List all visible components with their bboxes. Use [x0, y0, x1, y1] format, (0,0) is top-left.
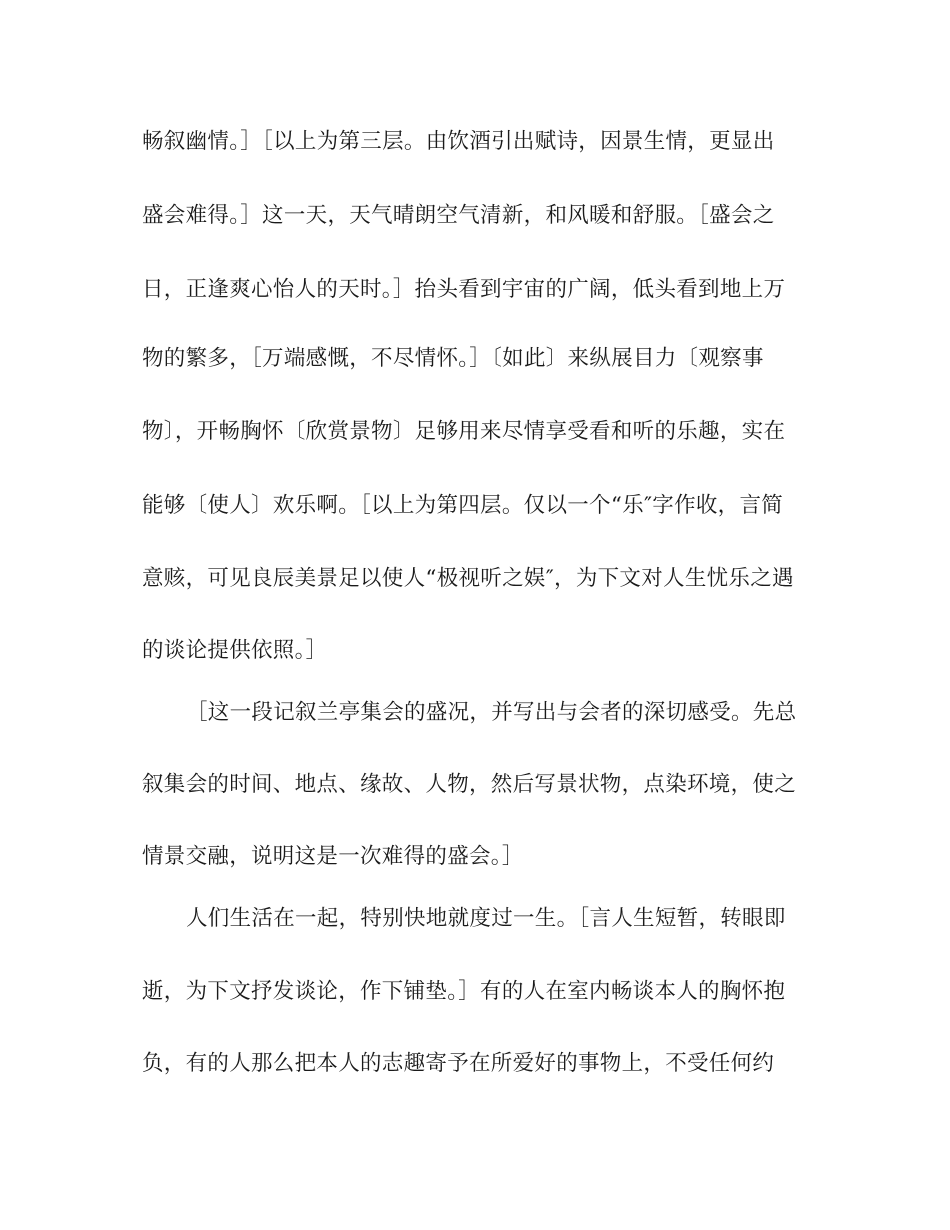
text-line-7: 意赅，可见良辰美景足以使人“极视听之娱″，为下文对人生忧乐之遇 — [142, 566, 794, 591]
text-line-2: 盛会难得。］这一天，天气晴朗空气清新，和风暖和舒服。［盛会之 — [142, 203, 775, 228]
paragraph-2-line-2: 叙集会的时间、地点、缘故、人物，然后写景状物，点染环境，使之 — [142, 772, 797, 797]
paragraph-3-line-1: 人们生活在一起，特别快地就度过一生。［言人生短暂，转眼即 — [186, 906, 786, 931]
text-line-6: 能够〔使人〕欢乐啊。［以上为第四层。仅以一个“乐″字作收，言简 — [142, 493, 784, 518]
text-line-1: 畅叙幽情。］［以上为第三层。由饮酒引出赋诗，因景生情，更显出 — [142, 129, 775, 154]
text-line-3: 日，正逢爽心怡人的天时。］抬头看到宇宙的广阔，低头看到地上万 — [142, 277, 786, 302]
text-line-5: 物〕，开畅胸怀〔欣赏景物〕足够用来尽情享受看和听的乐趣，实在 — [142, 419, 786, 444]
text-line-8: 的谈论提供依照。］ — [142, 638, 328, 663]
paragraph-2-line-3: 情景交融，说明这是一次难得的盛会。］ — [142, 844, 524, 869]
paragraph-2-line-1: ［这一段记叙兰亭集会的盛况，并写出与会者的深切感受。先总 — [186, 700, 797, 725]
text-line-4: 物的繁多，［万端感慨，不尽情怀。］〔如此〕来纵展目力〔观察事 — [142, 346, 764, 371]
paragraph-3-line-3: 负，有的人那么把本人的志趣寄予在所爱好的事物上，不受任何约 — [142, 1051, 775, 1076]
paragraph-3-line-2: 逝，为下文抒发谈论，作下铺垫。］有的人在室内畅谈本人的胸怀抱 — [142, 979, 786, 1004]
